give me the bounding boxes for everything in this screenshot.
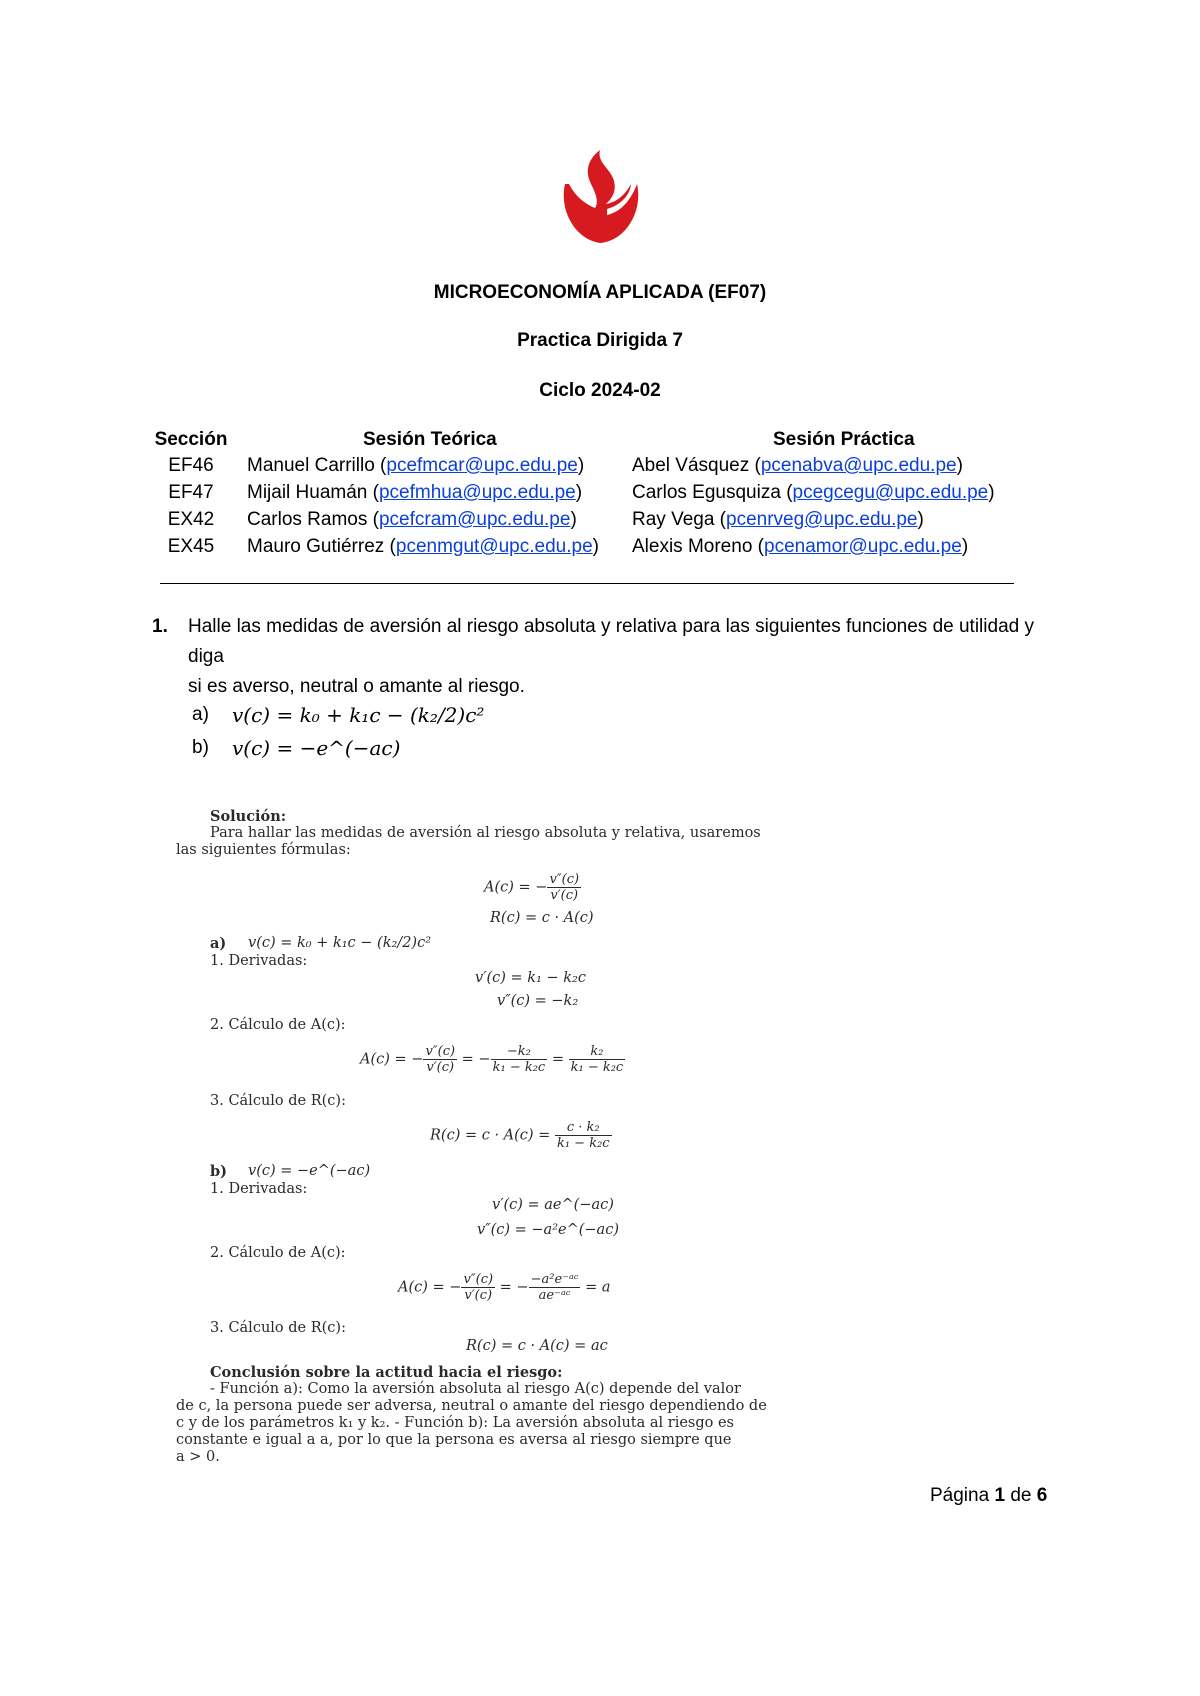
solution-intro-2: las siguientes fórmulas:	[176, 842, 351, 858]
conclusion-title: Conclusión sobre la actitud hacia el riesgo:	[210, 1364, 563, 1381]
part-a-function: v(c) = k₀ + k₁c − (k₂/2)c²	[248, 935, 432, 951]
step-derivadas-a: 1. Derivadas:	[210, 953, 308, 969]
table-row-practica: Carlos Egusquiza (pcegcegu@upc.edu.pe)	[632, 482, 995, 503]
pra-name: Alexis Moreno	[632, 536, 753, 557]
course-title: MICROECONOMÍA APLICADA (EF07)	[433, 282, 767, 303]
conclusion-line: - Función a): Como la aversión absoluta al riesgo A(c) depende del valor	[210, 1381, 741, 1397]
table-row-section: EF47	[168, 482, 214, 503]
a-R-result: R(c) = c · A(c) = $\frac{\text{c · k₂}}{\text{k₁ − k₂c}}$	[430, 1120, 610, 1151]
solution-title: Solución:	[210, 808, 287, 825]
b-second-derivative: v″(c) = −a²e^(−ac)	[477, 1222, 619, 1238]
table-row-teorica: Mijail Huamán (pcefmhua@upc.edu.pe)	[247, 482, 583, 503]
item-a-formula: v(c) = k₀ + k₁c − (k₂/2)c²	[232, 703, 485, 727]
question-line-2: si es averso, neutral o amante al riesgo.	[188, 676, 525, 697]
teo-email-link[interactable]: pcefmhua@upc.edu.pe	[378, 482, 576, 503]
cycle-label: Ciclo 2024-02	[539, 380, 661, 401]
b-A-result: A(c) = − $\frac{v''(c)}{v'(c)}$ = − $\frac{\text{−a²e⁻ᵃᶜ}}{\text{ae⁻ᵃᶜ}}$ = a	[398, 1272, 611, 1303]
table-header-teorica: Sesión Teórica	[363, 429, 497, 450]
formula-A: A(c) = − $\frac{v''(c)}{v'(c)}$	[484, 872, 580, 903]
formula-R: R(c) = c · A(c)	[490, 910, 594, 926]
a-first-derivative: v′(c) = k₁ − k₂c	[475, 970, 586, 986]
b-first-derivative: v′(c) = ae^(−ac)	[492, 1197, 614, 1213]
teo-email-link[interactable]: pcenmgut@upc.edu.pe	[395, 536, 593, 557]
a-A-result: A(c) = − $\frac{v''(c)}{v'(c)}$ = − $\frac{\text{−k₂}}{\text{k₁ − k₂c}}$ = $\frac{\text{k₂}}{\text{k₁ − k₂c}}$	[360, 1044, 624, 1075]
pra-email-link[interactable]: pcegcegu@upc.edu.pe	[792, 482, 989, 503]
step-A-a: 2. Cálculo de A(c):	[210, 1017, 346, 1033]
item-a-label: a)	[192, 704, 209, 725]
table-row-teorica: Mauro Gutiérrez (pcenmgut@upc.edu.pe)	[247, 536, 599, 557]
table-row-practica: Alexis Moreno (pcenamor@upc.edu.pe)	[632, 536, 969, 557]
question-text	[188, 612, 1058, 702]
step-R-b: 3. Cálculo de R(c):	[210, 1320, 346, 1336]
conclusion-line: constante e igual a a, por lo que la persona es aversa al riesgo siempre que	[176, 1432, 732, 1448]
a-second-derivative: v″(c) = −k₂	[497, 993, 579, 1009]
step-A-b: 2. Cálculo de A(c):	[210, 1245, 346, 1261]
question-line-1: Halle las medidas de aversión al riesgo absoluta y relativa para las siguientes funciones de utilidad y diga	[188, 616, 1034, 667]
conclusion-line: de c, la persona puede ser adversa, neutral o amante del riesgo dependiendo de	[176, 1398, 767, 1414]
part-a-label: a)	[210, 935, 227, 952]
teo-name: Manuel Carrillo	[247, 455, 375, 476]
teo-email-link[interactable]: pcefcram@upc.edu.pe	[378, 509, 571, 530]
table-row-practica: Abel Vásquez (pcenabva@upc.edu.pe)	[632, 455, 963, 476]
pra-name: Ray Vega	[632, 509, 715, 530]
solution-intro-1: Para hallar las medidas de aversión al riesgo absoluta y relativa, usaremos	[210, 825, 761, 841]
pra-name: Abel Vásquez	[632, 455, 750, 476]
table-row-practica: Ray Vega (pcenrveg@upc.edu.pe)	[632, 509, 924, 530]
page-number: Página 1 de 6	[930, 1485, 1048, 1506]
table-row-teorica: Carlos Ramos (pcefcram@upc.edu.pe)	[247, 509, 577, 530]
pra-name: Carlos Egusquiza	[632, 482, 781, 503]
table-header-section: Sección	[154, 429, 228, 450]
pra-email-link[interactable]: pcenrveg@upc.edu.pe	[726, 509, 918, 530]
table-header-practica: Sesión Práctica	[773, 429, 915, 450]
upc-logo	[551, 148, 651, 248]
step-derivadas-b: 1. Derivadas:	[210, 1181, 308, 1197]
pra-email-link[interactable]: pcenabva@upc.edu.pe	[760, 455, 957, 476]
practice-title: Practica Dirigida 7	[517, 330, 683, 351]
pra-email-link[interactable]: pcenamor@upc.edu.pe	[764, 536, 962, 557]
step-R-a: 3. Cálculo de R(c):	[210, 1093, 346, 1109]
conclusion-line: c y de los parámetros k₁ y k₂. - Función b): La aversión absoluta al riesgo es	[176, 1415, 735, 1431]
item-b-label: b)	[192, 737, 209, 758]
question-number: 1.	[152, 616, 168, 637]
item-b-formula: v(c) = −e^(−ac)	[232, 736, 401, 760]
teo-name: Mijail Huamán	[247, 482, 368, 503]
table-row-section: EX42	[167, 509, 215, 530]
part-b-function: v(c) = −e^(−ac)	[248, 1163, 371, 1179]
table-row-section: EX45	[167, 536, 215, 557]
teo-name: Carlos Ramos	[247, 509, 368, 530]
divider	[160, 583, 1014, 584]
teo-email-link[interactable]: pcefmcar@upc.edu.pe	[386, 455, 578, 476]
b-R-result: R(c) = c · A(c) = ac	[466, 1338, 608, 1354]
conclusion-line: a > 0.	[176, 1449, 220, 1465]
teo-name: Mauro Gutiérrez	[247, 536, 385, 557]
table-row-section: EF46	[168, 455, 214, 476]
table-row-teorica: Manuel Carrillo (pcefmcar@upc.edu.pe)	[247, 455, 585, 476]
part-b-label: b)	[210, 1163, 227, 1180]
